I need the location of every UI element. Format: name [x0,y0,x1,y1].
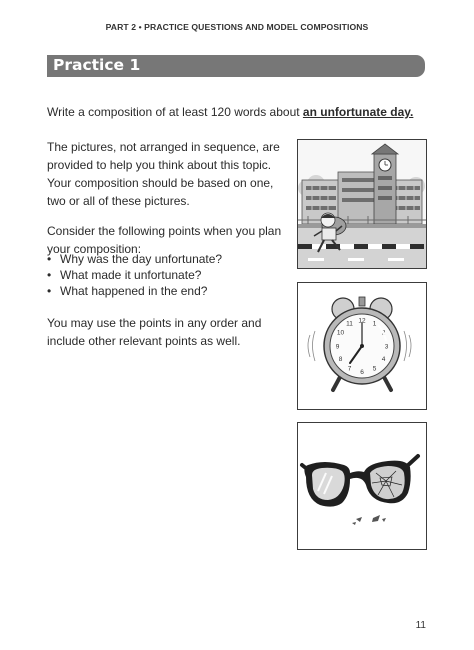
order-paragraph: You may use the points in any order and include other relevant points as well. [47,316,262,348]
practice-banner [47,55,425,77]
consider-paragraph: Consider the following points when you plan your composition: [47,224,282,256]
clock-numeral: 3 [384,343,389,351]
point-item: • What made it unfortunate? [47,267,222,283]
point-item: • What happened in the end? [47,283,222,299]
alarm-clock-icon [298,283,426,409]
clock-numeral: 5 [372,365,377,373]
clock-numeral: 8 [338,356,343,363]
pictures-paragraph: The pictures, not arranged in sequence, are provided to help you think about this topic. Your composition should be based on one, two or all of these pictures. [47,140,280,208]
point-item: • Why was the day unfortunate? [47,251,222,267]
practice-title: Practice 1 [53,56,141,74]
task-instruction [47,103,427,121]
broken-glasses-picture [297,422,427,550]
running-head: PART 2 • PRACTICE QUESTIONS AND MODEL COMPOSITIONS [105,22,369,32]
clock-numeral: 12 [358,317,366,325]
clock-numeral: 1 [372,320,377,328]
clock-numeral: 2 [381,329,386,337]
alarm-clock-picture [297,282,427,410]
clock-numeral: 4 [381,356,386,363]
school-picture [297,139,427,269]
task-instruction-prefix: Write a composition of at least 120 words about [47,105,303,119]
points-list [47,251,222,299]
clock-numeral: 9 [335,343,340,351]
school-illustration [298,140,426,268]
clock-numeral: 10 [336,329,345,337]
broken-glasses-icon [298,423,426,549]
clock-numeral: 6 [360,369,364,376]
clock-numeral: 7 [347,365,352,373]
clock-numeral: 11 [346,320,353,328]
page-number: 11 [415,620,426,631]
composition-topic: an unfortunate day. [302,105,414,119]
